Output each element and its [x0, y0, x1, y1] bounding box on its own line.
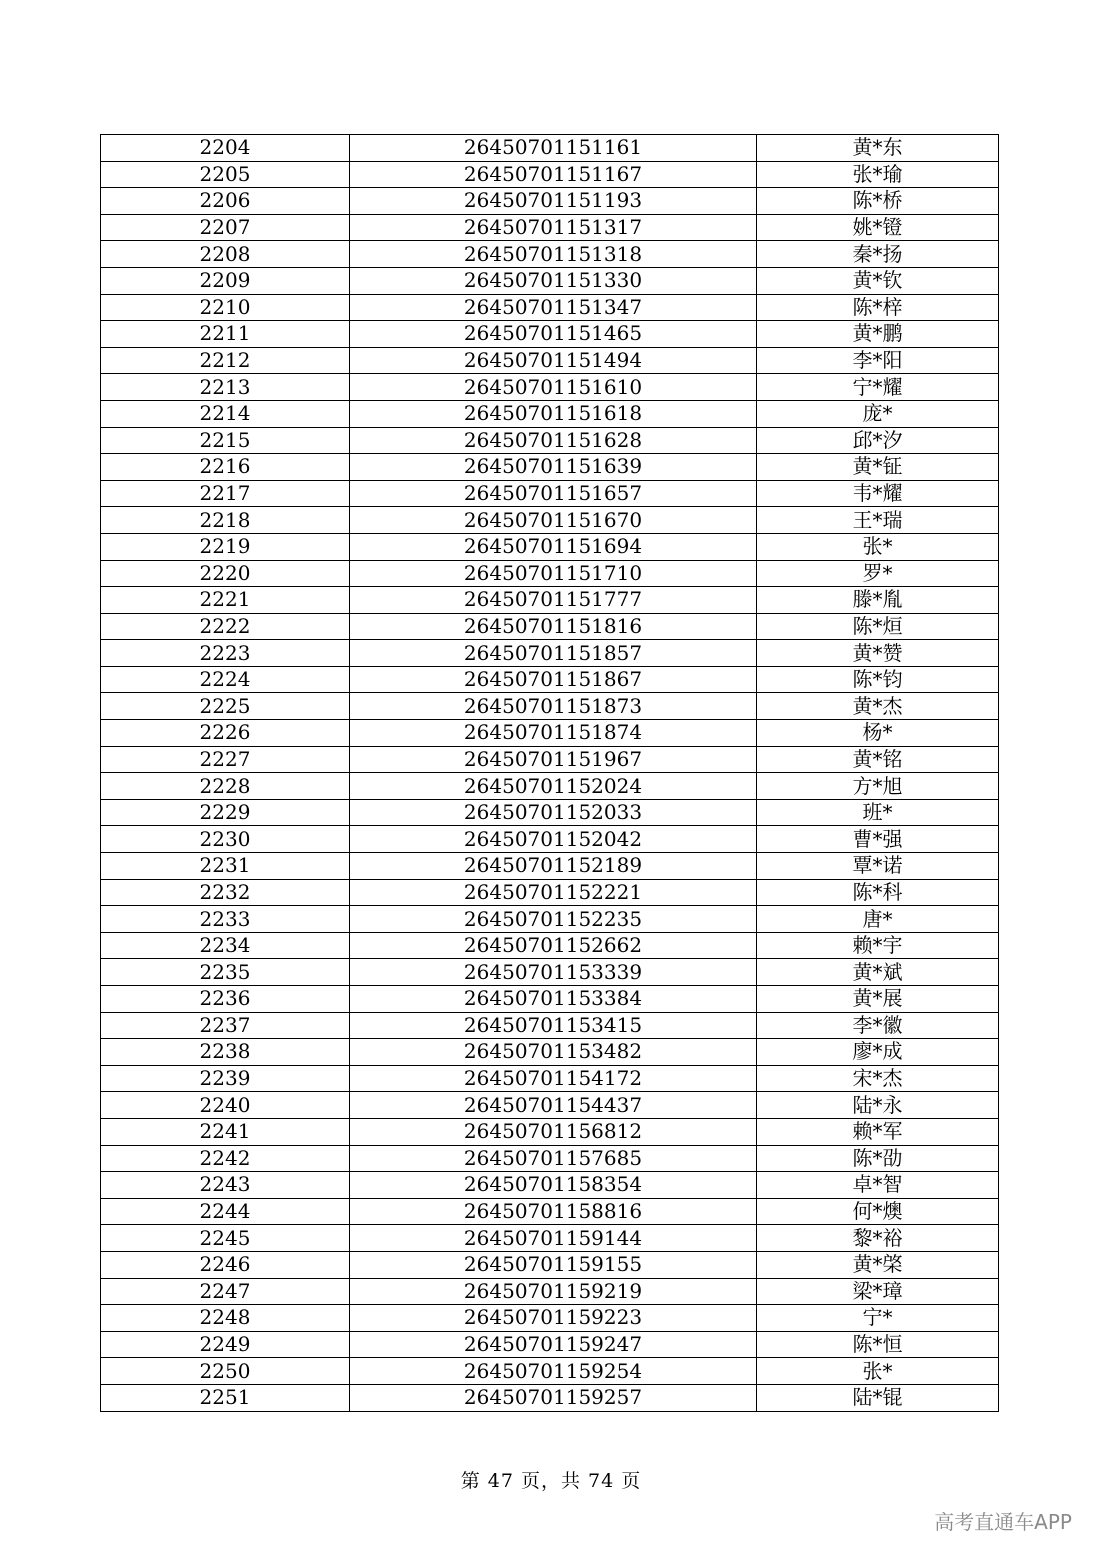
table-row [101, 613, 999, 640]
candidate-name-cell: 黄*鹏 [757, 321, 999, 348]
table-row [101, 1278, 999, 1305]
row-number-cell: 2247 [101, 1278, 350, 1305]
row-number-cell: 2244 [101, 1198, 350, 1225]
row-number-cell: 2230 [101, 826, 350, 853]
row-number-cell: 2211 [101, 321, 350, 348]
candidate-id-cell: 26450701152024 [350, 773, 757, 800]
table-row [101, 1198, 999, 1225]
row-number-cell: 2216 [101, 454, 350, 481]
app-watermark: 高考直通车APP [934, 1510, 1072, 1534]
table-row [101, 1039, 999, 1066]
row-number-cell: 2229 [101, 799, 350, 826]
table-row [101, 241, 999, 268]
table-row [101, 1305, 999, 1332]
candidate-id-cell: 26450701151857 [350, 640, 757, 667]
candidate-name-cell: 陈*钧 [757, 666, 999, 693]
table-row [101, 1384, 999, 1411]
row-number-cell: 2234 [101, 932, 350, 959]
candidate-name-cell: 陈*桥 [757, 188, 999, 215]
candidate-id-cell: 26450701153384 [350, 986, 757, 1013]
row-number-cell: 2227 [101, 746, 350, 773]
row-number-cell: 2223 [101, 640, 350, 667]
row-number-cell: 2240 [101, 1092, 350, 1119]
candidate-name-cell: 曹*强 [757, 826, 999, 853]
table-row [101, 1118, 999, 1145]
candidate-id-cell: 26450701151193 [350, 188, 757, 215]
table-row [101, 666, 999, 693]
admission-list-table [100, 134, 999, 1412]
row-number-cell: 2225 [101, 693, 350, 720]
table-row [101, 400, 999, 427]
row-number-cell: 2214 [101, 400, 350, 427]
row-number-cell: 2226 [101, 720, 350, 747]
candidate-name-cell: 黄*钲 [757, 454, 999, 481]
candidate-id-cell: 26450701151317 [350, 214, 757, 241]
candidate-name-cell: 宁*耀 [757, 374, 999, 401]
candidate-name-cell: 黄*铭 [757, 746, 999, 773]
table-row [101, 932, 999, 959]
candidate-id-cell: 26450701151867 [350, 666, 757, 693]
table-row [101, 826, 999, 853]
row-number-cell: 2222 [101, 613, 350, 640]
row-number-cell: 2218 [101, 507, 350, 534]
candidate-name-cell: 陆*锟 [757, 1384, 999, 1411]
row-number-cell: 2233 [101, 906, 350, 933]
candidate-id-cell: 26450701151318 [350, 241, 757, 268]
candidate-id-cell: 26450701159219 [350, 1278, 757, 1305]
row-number-cell: 2246 [101, 1251, 350, 1278]
table-row [101, 587, 999, 614]
row-number-cell: 2221 [101, 587, 350, 614]
candidate-id-cell: 26450701152221 [350, 879, 757, 906]
candidate-name-cell: 陈*梓 [757, 294, 999, 321]
row-number-cell: 2237 [101, 1012, 350, 1039]
candidate-id-cell: 26450701158816 [350, 1198, 757, 1225]
row-number-cell: 2204 [101, 135, 350, 162]
candidate-id-cell: 26450701151967 [350, 746, 757, 773]
candidate-name-cell: 唐* [757, 906, 999, 933]
candidate-name-cell: 覃*诺 [757, 853, 999, 880]
candidate-id-cell: 26450701159254 [350, 1358, 757, 1385]
table-row [101, 161, 999, 188]
candidate-id-cell: 26450701153482 [350, 1039, 757, 1066]
candidate-id-cell: 26450701151494 [350, 347, 757, 374]
candidate-name-cell: 何*燠 [757, 1198, 999, 1225]
table-row [101, 853, 999, 880]
candidate-name-cell: 卓*智 [757, 1172, 999, 1199]
candidate-id-cell: 26450701151347 [350, 294, 757, 321]
row-number-cell: 2228 [101, 773, 350, 800]
candidate-id-cell: 26450701159257 [350, 1384, 757, 1411]
candidate-id-cell: 26450701151670 [350, 507, 757, 534]
candidate-id-cell: 26450701159247 [350, 1331, 757, 1358]
row-number-cell: 2217 [101, 480, 350, 507]
candidate-name-cell: 黄*斌 [757, 959, 999, 986]
table-row [101, 374, 999, 401]
table-row [101, 906, 999, 933]
table-row [101, 1172, 999, 1199]
table-row [101, 986, 999, 1013]
table-row [101, 1012, 999, 1039]
row-number-cell: 2242 [101, 1145, 350, 1172]
table-row [101, 533, 999, 560]
table-row [101, 454, 999, 481]
candidate-id-cell: 26450701156812 [350, 1118, 757, 1145]
table-row [101, 959, 999, 986]
row-number-cell: 2220 [101, 560, 350, 587]
candidate-name-cell: 滕*胤 [757, 587, 999, 614]
table-row [101, 188, 999, 215]
table-row [101, 321, 999, 348]
table-row [101, 746, 999, 773]
row-number-cell: 2238 [101, 1039, 350, 1066]
row-number-cell: 2209 [101, 267, 350, 294]
candidate-name-cell: 赖*军 [757, 1118, 999, 1145]
row-number-cell: 2205 [101, 161, 350, 188]
candidate-id-cell: 26450701159155 [350, 1251, 757, 1278]
candidate-name-cell: 黄*棨 [757, 1251, 999, 1278]
row-number-cell: 2248 [101, 1305, 350, 1332]
table-row [101, 1145, 999, 1172]
table-row [101, 1092, 999, 1119]
candidate-name-cell: 张* [757, 533, 999, 560]
table-row [101, 693, 999, 720]
candidate-name-cell: 罗* [757, 560, 999, 587]
candidate-name-cell: 邱*汐 [757, 427, 999, 454]
candidate-name-cell: 宁* [757, 1305, 999, 1332]
candidate-name-cell: 方*旭 [757, 773, 999, 800]
row-number-cell: 2208 [101, 241, 350, 268]
candidate-name-cell: 李*阳 [757, 347, 999, 374]
candidate-name-cell: 黄*钦 [757, 267, 999, 294]
table-row [101, 1358, 999, 1385]
candidate-id-cell: 26450701151618 [350, 400, 757, 427]
candidate-id-cell: 26450701151874 [350, 720, 757, 747]
candidate-name-cell: 黄*东 [757, 135, 999, 162]
row-number-cell: 2241 [101, 1118, 350, 1145]
row-number-cell: 2239 [101, 1065, 350, 1092]
candidate-name-cell: 陆*永 [757, 1092, 999, 1119]
candidate-name-cell: 庞* [757, 400, 999, 427]
candidate-name-cell: 王*瑞 [757, 507, 999, 534]
candidate-name-cell: 黄*展 [757, 986, 999, 1013]
table-row [101, 560, 999, 587]
row-number-cell: 2210 [101, 294, 350, 321]
table-row [101, 1331, 999, 1358]
candidate-id-cell: 26450701151657 [350, 480, 757, 507]
table-row [101, 347, 999, 374]
table-row [101, 294, 999, 321]
candidate-name-cell: 黄*杰 [757, 693, 999, 720]
candidate-id-cell: 26450701153339 [350, 959, 757, 986]
table-row [101, 427, 999, 454]
candidate-name-cell: 陈*恒 [757, 1331, 999, 1358]
candidate-id-cell: 26450701159144 [350, 1225, 757, 1252]
candidate-id-cell: 26450701151610 [350, 374, 757, 401]
row-number-cell: 2212 [101, 347, 350, 374]
candidate-id-cell: 26450701151167 [350, 161, 757, 188]
candidate-name-cell: 杨* [757, 720, 999, 747]
candidate-id-cell: 26450701151873 [350, 693, 757, 720]
row-number-cell: 2207 [101, 214, 350, 241]
candidate-name-cell: 韦*耀 [757, 480, 999, 507]
row-number-cell: 2249 [101, 1331, 350, 1358]
table-row [101, 799, 999, 826]
row-number-cell: 2235 [101, 959, 350, 986]
row-number-cell: 2236 [101, 986, 350, 1013]
table-row [101, 135, 999, 162]
candidate-name-cell: 秦*扬 [757, 241, 999, 268]
candidate-name-cell: 班* [757, 799, 999, 826]
row-number-cell: 2243 [101, 1172, 350, 1199]
candidate-id-cell: 26450701158354 [350, 1172, 757, 1199]
candidate-name-cell: 陈*科 [757, 879, 999, 906]
candidate-id-cell: 26450701151628 [350, 427, 757, 454]
row-number-cell: 2250 [101, 1358, 350, 1385]
candidate-id-cell: 26450701151161 [350, 135, 757, 162]
candidate-name-cell: 李*徽 [757, 1012, 999, 1039]
page-number-footer: 第 47 页，共 74 页 [460, 1470, 642, 1492]
row-number-cell: 2251 [101, 1384, 350, 1411]
candidate-name-cell: 张*瑜 [757, 161, 999, 188]
candidate-id-cell: 26450701151465 [350, 321, 757, 348]
candidate-name-cell: 黄*赞 [757, 640, 999, 667]
table-body [101, 135, 999, 1412]
candidate-name-cell: 姚*镫 [757, 214, 999, 241]
candidate-id-cell: 26450701152189 [350, 853, 757, 880]
candidate-id-cell: 26450701151816 [350, 613, 757, 640]
candidate-id-cell: 26450701154437 [350, 1092, 757, 1119]
table-row [101, 507, 999, 534]
row-number-cell: 2213 [101, 374, 350, 401]
candidate-name-cell: 宋*杰 [757, 1065, 999, 1092]
candidate-id-cell: 26450701157685 [350, 1145, 757, 1172]
table-row [101, 267, 999, 294]
table-row [101, 640, 999, 667]
table-row [101, 1225, 999, 1252]
candidate-id-cell: 26450701152662 [350, 932, 757, 959]
table-row [101, 720, 999, 747]
table-row [101, 214, 999, 241]
table-row [101, 879, 999, 906]
row-number-cell: 2219 [101, 533, 350, 560]
candidate-name-cell: 赖*宇 [757, 932, 999, 959]
candidate-id-cell: 26450701151694 [350, 533, 757, 560]
row-number-cell: 2231 [101, 853, 350, 880]
candidate-name-cell: 张* [757, 1358, 999, 1385]
candidate-name-cell: 陈*劭 [757, 1145, 999, 1172]
candidate-id-cell: 26450701152235 [350, 906, 757, 933]
row-number-cell: 2224 [101, 666, 350, 693]
candidate-id-cell: 26450701151330 [350, 267, 757, 294]
candidate-id-cell: 26450701151710 [350, 560, 757, 587]
candidate-name-cell: 廖*成 [757, 1039, 999, 1066]
table-row [101, 1065, 999, 1092]
row-number-cell: 2232 [101, 879, 350, 906]
candidate-name-cell: 陈*烜 [757, 613, 999, 640]
candidate-id-cell: 26450701152042 [350, 826, 757, 853]
candidate-id-cell: 26450701153415 [350, 1012, 757, 1039]
table-row [101, 1251, 999, 1278]
table-row [101, 773, 999, 800]
row-number-cell: 2215 [101, 427, 350, 454]
table-row [101, 480, 999, 507]
row-number-cell: 2245 [101, 1225, 350, 1252]
row-number-cell: 2206 [101, 188, 350, 215]
candidate-id-cell: 26450701151639 [350, 454, 757, 481]
candidate-name-cell: 梁*璋 [757, 1278, 999, 1305]
candidate-id-cell: 26450701159223 [350, 1305, 757, 1332]
candidate-id-cell: 26450701152033 [350, 799, 757, 826]
candidate-name-cell: 黎*裕 [757, 1225, 999, 1252]
candidate-id-cell: 26450701154172 [350, 1065, 757, 1092]
candidate-id-cell: 26450701151777 [350, 587, 757, 614]
